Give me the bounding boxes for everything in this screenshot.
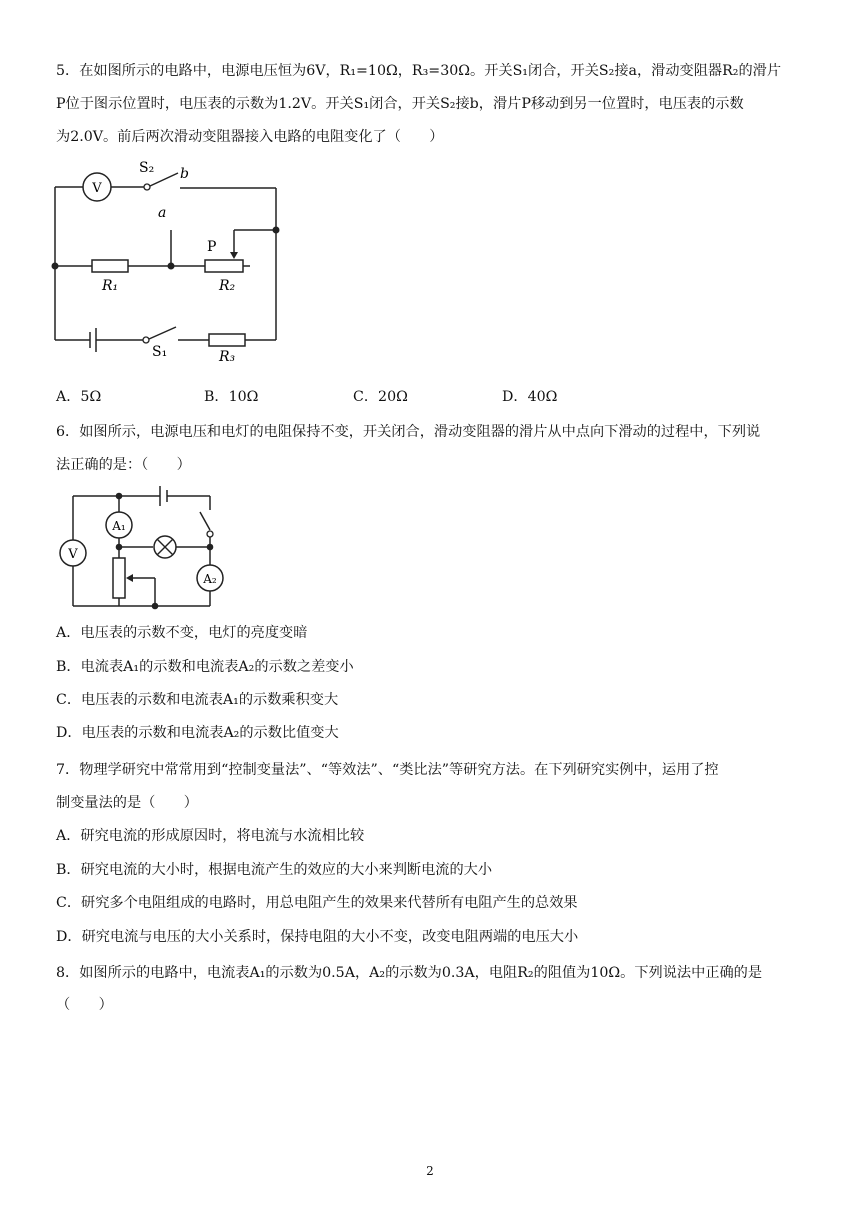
page-number: 2 [426, 1164, 434, 1178]
q5-r2-label: R₂ [219, 278, 236, 294]
q5-option-d: D．40Ω [502, 389, 558, 405]
q5-option-a: A．5Ω [56, 389, 102, 405]
q5-a-label: a [158, 205, 167, 221]
q7-option-a: A．研究电流的形成原因时，将电流与水流相比较 [56, 828, 365, 844]
q5-text-line-1: 5．在如图所示的电路中，电源电压恒为6V，R₁=10Ω，R₃=30Ω。开关S₁闭合，开关S₂接a，滑动变阻器R₂的滑片 [56, 63, 782, 79]
q6-option-d: D．电压表的示数和电流表A₂的示数比值变大 [56, 725, 339, 741]
q8-text-line-2: （ ） [56, 997, 113, 1013]
q6-rheostat [113, 558, 125, 598]
q6-a1-label: A₁ [112, 519, 126, 533]
q5-circuit-diagram [0, 150, 300, 375]
q8-text-line-1: 8．如图所示的电路中，电流表A₁的示数为0.5A，A₂的示数为0.3A，电阻R₂的阻值为10Ω。下列说法中正确的是 [56, 965, 763, 981]
q5-text-line-3: 为2.0V。前后两次滑动变阻器接入电路的电阻变化了（ ） [56, 129, 444, 145]
q5-r3-resistor [209, 334, 245, 346]
q6-v-label: V [68, 547, 78, 562]
q5-b-label: b [180, 166, 189, 182]
q5-r3-label: R₃ [219, 349, 236, 365]
q5-r2-rheostat [205, 260, 243, 272]
q6-option-b: B．电流表A₁的示数和电流表A₂的示数之差变小 [56, 659, 354, 675]
q7-text-line-1: 7．物理学研究中常常用到“控制变量法”、“等效法”、“类比法”等研究方法。在下列研究实例中，运用了控 [56, 762, 719, 778]
q6-option-c: C．电压表的示数和电流表A₁的示数乘积变大 [56, 692, 339, 708]
q5-r1-resistor [92, 260, 128, 272]
q5-option-b: B．10Ω [204, 389, 259, 405]
q5-s2-label: S₂ [139, 160, 155, 176]
q6-circuit-diagram [0, 482, 240, 612]
q7-option-c: C．研究多个电阻组成的电路时，用总电阻产生的效果来代替所有电阻产生的总效果 [56, 895, 578, 911]
q6-text-line-2: 法正确的是：（ ） [56, 457, 191, 473]
q6-option-a: A．电压表的示数不变，电灯的亮度变暗 [56, 625, 308, 641]
q5-r1-label: R₁ [102, 278, 119, 294]
q6-a2-label: A₂ [203, 572, 217, 586]
q6-text-line-1: 6．如图所示，电源电压和电灯的电阻保持不变，开关闭合，滑动变阻器的滑片从中点向下滑动的过程中，下列说 [56, 424, 761, 440]
q5-s1-label: S₁ [152, 344, 168, 360]
q5-text-line-2: P位于图示位置时，电压表的示数为1.2V。开关S₁闭合，开关S₂接b，滑片P移动到另一位置时，电压表的示数 [56, 96, 744, 112]
q5-p-label: P [207, 239, 217, 255]
q7-option-b: B．研究电流的大小时，根据电流产生的效应的大小来判断电流的大小 [56, 862, 493, 878]
q7-option-d: D．研究电流与电压的大小关系时，保持电阻的大小不变，改变电阻两端的电压大小 [56, 929, 579, 945]
q5-voltmeter-label: V [92, 181, 102, 196]
q5-option-c: C．20Ω [353, 389, 408, 405]
q7-text-line-2: 制变量法的是（ ） [56, 795, 198, 811]
